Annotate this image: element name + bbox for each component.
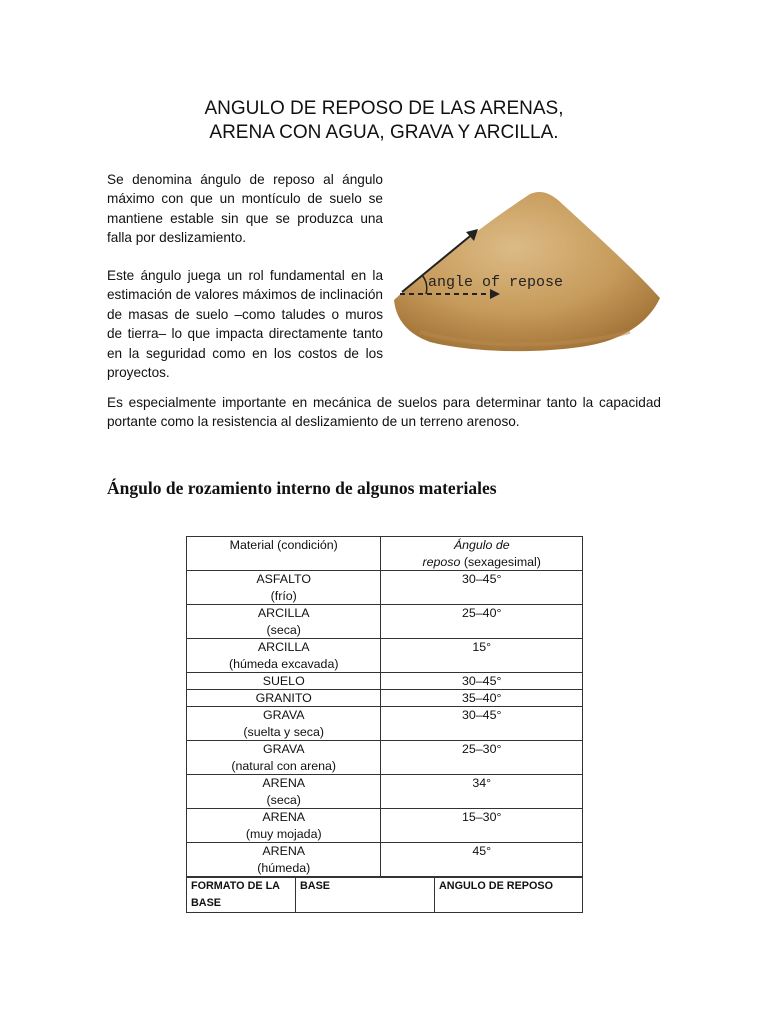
material-cell	[187, 605, 381, 639]
header-angle: Ángulo de reposo (sexagesimal)	[381, 537, 583, 571]
material-cell	[187, 690, 381, 707]
material-name: ARCILLA	[257, 640, 310, 654]
material-condition: (natural con arena)	[231, 758, 337, 773]
footer-col-base: BASE	[296, 878, 435, 913]
angle-cell: 30–45°	[381, 707, 583, 741]
material-cell	[187, 571, 381, 605]
material-condition: (seca)	[266, 622, 301, 637]
angle-cell: 15°	[381, 639, 583, 673]
footer-col-format: FORMATO DE LA BASE	[187, 878, 296, 913]
material-cell	[187, 775, 381, 809]
material-condition: (suelta y seca)	[243, 724, 324, 739]
angle-of-repose-label: angle of repose	[428, 274, 564, 291]
material-cell	[187, 809, 381, 843]
table-header-row	[187, 537, 583, 571]
base-format-table	[186, 877, 583, 913]
table-row	[187, 605, 583, 639]
angle-cell: 45°	[381, 843, 583, 877]
page-title	[0, 97, 768, 145]
angles-table	[186, 536, 583, 877]
table-row	[187, 571, 583, 605]
table-row	[187, 809, 583, 843]
table-row	[187, 843, 583, 877]
angle-cell: 25–40°	[381, 605, 583, 639]
material-name: ARCILLA	[257, 606, 310, 620]
material-cell	[187, 673, 381, 690]
material-condition: (seca)	[266, 792, 301, 807]
material-cell	[187, 741, 381, 775]
angle-cell: 25–30°	[381, 741, 583, 775]
material-name: GRAVA	[262, 742, 305, 756]
angle-cell: 30–45°	[381, 571, 583, 605]
section-title: Ángulo de rozamiento interno de algunos materiales	[107, 478, 497, 498]
material-name: SUELO	[262, 674, 305, 688]
table-row	[187, 775, 583, 809]
material-condition: (muy mojada)	[245, 826, 322, 841]
angle-cell: 30–45°	[381, 673, 583, 690]
material-name: ASFALTO	[256, 572, 312, 586]
intro-paragraph-2: Este ángulo juega un rol fundamental en la estimación de valores máximos de inclinación de masas de suelo –como taludes o muros de tierra– lo que impacta directamente tanto en la seguridad como en los costos de los proyectos.	[107, 268, 383, 381]
material-cell	[187, 707, 381, 741]
intro-paragraph-3: Es especialmente importante en mecánica de suelos para determinar tanto la capacidad portante como la resistencia al deslizamiento de un terreno arenoso.	[107, 395, 661, 430]
material-condition: (húmeda excavada)	[228, 656, 339, 671]
material-name: GRANITO	[255, 691, 312, 705]
material-name: ARENA	[262, 844, 306, 858]
title-line-2: ARENA CON AGUA, GRAVA Y ARCILLA.	[209, 122, 559, 143]
material-name: ARENA	[262, 810, 306, 824]
sand-pile-figure	[390, 182, 665, 356]
material-condition: (húmeda)	[257, 860, 311, 875]
table-row	[187, 639, 583, 673]
table-row	[187, 673, 583, 690]
table-row	[187, 707, 583, 741]
title-line-1: ANGULO DE REPOSO DE LAS ARENAS,	[204, 98, 564, 119]
material-name: ARENA	[262, 776, 306, 790]
table-row	[187, 690, 583, 707]
angle-cell: 15–30°	[381, 809, 583, 843]
angle-cell: 34°	[381, 775, 583, 809]
angle-cell: 35–40°	[381, 690, 583, 707]
footer-header-row	[187, 878, 583, 913]
material-cell	[187, 843, 381, 877]
material-cell	[187, 639, 381, 673]
table-row	[187, 741, 583, 775]
material-condition: (frío)	[270, 588, 297, 603]
material-name: GRAVA	[262, 708, 305, 722]
sand-pile	[394, 192, 660, 351]
header-material: Material (condición)	[187, 537, 381, 571]
intro-paragraph-1: Se denomina ángulo de reposo al ángulo máximo con que un montículo de suelo se mantiene estable sin que se produzca una falla por deslizamiento.	[107, 172, 383, 246]
footer-col-angle: ANGULO DE REPOSO	[435, 878, 583, 913]
